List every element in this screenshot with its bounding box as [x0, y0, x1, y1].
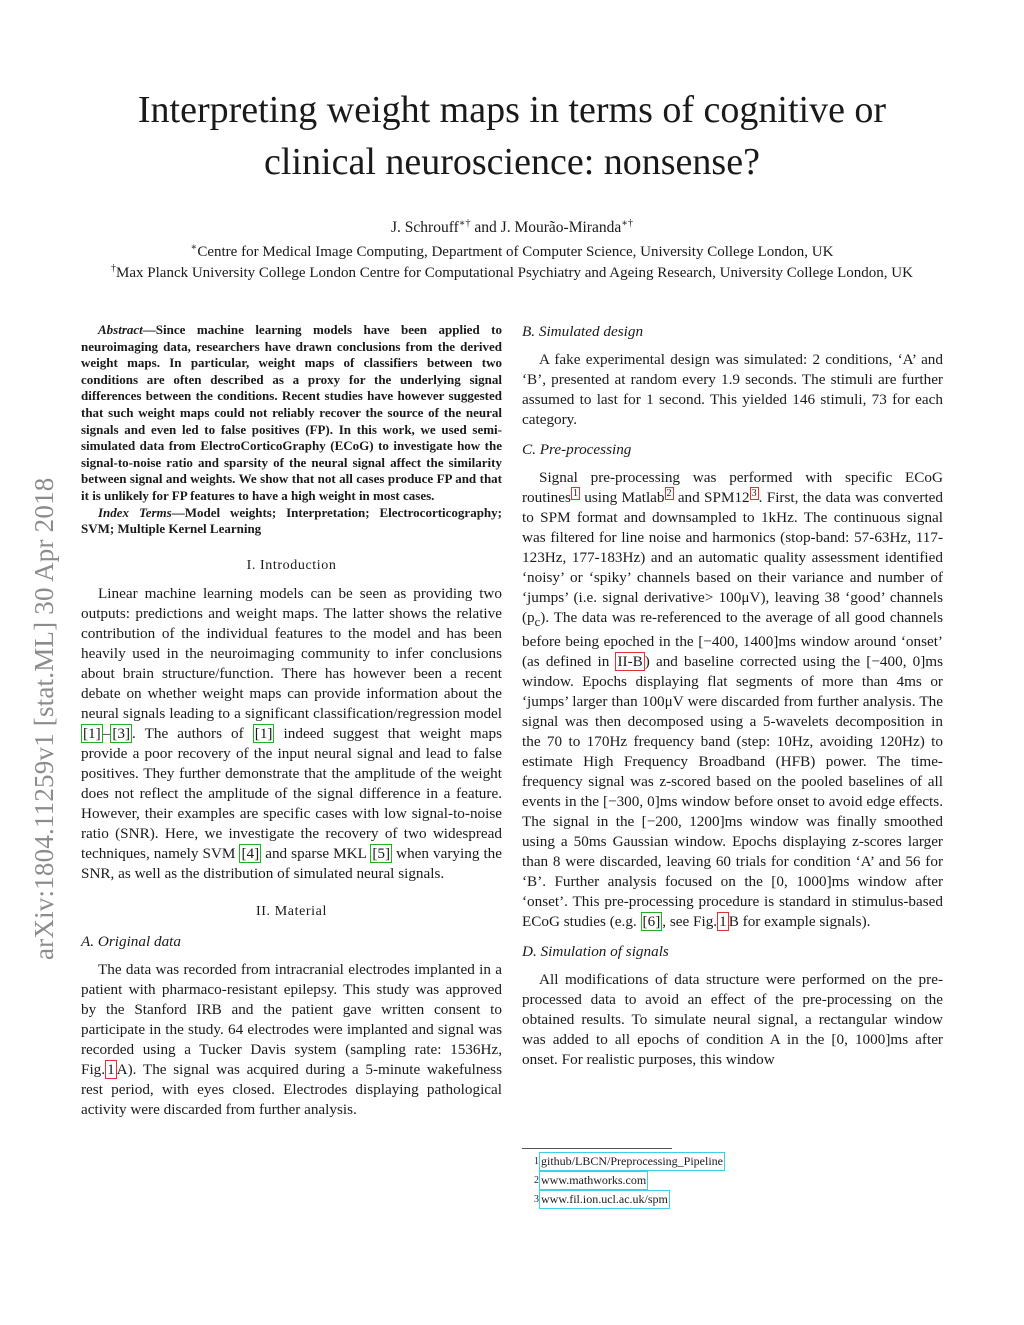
footnote-item: 3 www.fil.ion.ucl.ac.uk/spm: [534, 1190, 725, 1209]
footnote-url[interactable]: www.fil.ion.ucl.ac.uk/spm: [539, 1190, 670, 1209]
affiliation-2-mark: †: [111, 263, 117, 274]
body-text: , see Fig.: [662, 913, 718, 931]
title-line-1: Interpreting weight maps in terms of cognitive or: [137, 89, 887, 131]
left-column: [81, 322, 502, 1120]
body-text: ). The data was re-referenced to the average of all good channels before being epoched in the [−400, 1400]ms window around ‘onset’ (as defined in: [522, 609, 943, 671]
section-heading-material: II. Material: [256, 903, 327, 919]
affiliation-1: [20, 244, 1004, 261]
body-text: . First, the data was converted to SPM format and downsampled to 1kHz. The continuous signal was filtered for line noise and harmonics (stop-band: 57-63Hz, 117-123Hz, 177-183Hz) and an automatic quality assessment identified ‘noisy’ or ‘spiky’ channels based on their variance and number of ‘jumps’ (i.e. signal derivative> 100μV), leaving 38 ‘good’ channels (p: [522, 489, 943, 626]
intro-text: and sparse MKL: [261, 844, 371, 862]
figure-link[interactable]: 1: [719, 913, 727, 931]
footnote-link[interactable]: 2: [666, 487, 672, 499]
footnote-item: 1 github/LBCN/Preprocessing_Pipeline: [534, 1152, 725, 1171]
index-terms-text: —Model weights; Interpretation; Electrocorticography; SVM; Multiple Kernel Learning: [81, 504, 502, 537]
citation-link[interactable]: [3]: [112, 724, 131, 742]
body-text: and SPM12: [673, 489, 750, 506]
index-terms-label: Index Terms: [98, 504, 172, 520]
subsection-heading-simulation: D. Simulation of signals: [522, 943, 669, 961]
author-1-marks: ∗†: [458, 217, 471, 229]
author-2-marks: ∗†: [621, 217, 633, 229]
intro-text: when varying the SNR, as well as the distribution of simulated neural signals.: [81, 844, 503, 882]
intro-text: . The authors of: [132, 724, 253, 742]
affiliation-2-text: Max Planck University College London Centre for Computational Psychiatry and Ageing Research, University College London, UK: [116, 265, 913, 281]
intro-text: Linear machine learning models can be seen as providing two outputs: predictions and weight maps. The latter shows the relative contribution of the individual features to the model and has been heavily used in the neuroimaging community to infer conclusions about brain structure/function. There has however been a recent debate on whether weight maps can provide information about the neural signals leading to a significant classification/regression model: [81, 584, 502, 722]
body-text: Signal pre-processing was performed with specific ECoG routines: [522, 469, 943, 506]
right-column: [522, 322, 943, 1070]
citation-link[interactable]: [5]: [372, 844, 391, 862]
figure-link[interactable]: 1: [107, 1060, 115, 1078]
author-1: J. Schrouff: [391, 219, 459, 236]
subsection-heading-preprocessing: C. Pre-processing: [522, 441, 632, 458]
citation-link[interactable]: [4]: [241, 844, 260, 862]
footnotes: [534, 1152, 725, 1209]
affiliation-2: [20, 265, 1004, 282]
index-terms: [81, 505, 502, 538]
abstract-label: Abstract: [98, 322, 143, 337]
section-heading-introduction: I. Introduction: [246, 557, 337, 573]
intro-paragraph: [81, 584, 502, 884]
body-text: using Matlab: [579, 489, 665, 506]
citation-link[interactable]: [6]: [642, 913, 661, 931]
footnote-link[interactable]: 1: [572, 487, 578, 499]
preprocessing-paragraph: [522, 468, 943, 932]
citation-link[interactable]: [1]: [254, 724, 273, 742]
subsection-heading-original-data: A. Original data: [81, 932, 181, 950]
author-2: and J. Mourão-Miranda: [474, 219, 622, 236]
subsection-heading-simulated-design: B. Simulated design: [522, 323, 644, 340]
original-data-paragraph: [81, 960, 502, 1120]
section-link[interactable]: II-B: [617, 653, 643, 671]
paper-title: [60, 84, 964, 188]
footnote-item: 2 www.mathworks.com: [534, 1171, 725, 1190]
simulation-paragraph: All modifications of data structure were performed on the pre-processed data to avoid an effect of the pre-processing on the obtained results. To simulate neural signal, a rectangular window was added to all epochs of condition A in the [0, 1000]ms after onset. For realistic purposes, this window: [522, 971, 943, 1069]
footnote-url[interactable]: github/LBCN/Preprocessing_Pipeline: [539, 1152, 725, 1171]
affiliation-1-text: Centre for Medical Image Computing, Department of Computer Science, University College London, UK: [197, 244, 834, 260]
author-list: [0, 219, 1024, 237]
body-text: ) and baseline corrected using the [−400, 0]ms window. Epochs displaying flat segments of more than 4ms or ‘jumps’ larger than 100μV were discarded from further analysis. The signal was then decomposed using a 5-wavelets decomposition in the 70 to 170Hz frequency band (step: 10Hz, avoiding 120Hz) to estimate High Frequency Broadband (HFB) power. The time-frequency signal was z-scored based on the pooled baselines of all events in the [−300, 0]ms window before onset to avoid edge effects. The signal in the [−200, 1200]ms window was finally smoothed using a 50ms Gaussian window. Epochs displaying z-scores larger than 8 were discarded, leaving 60 trials for condition ‘A’ and 56 for ‘B’. Further analysis focused on the [0, 1000]ms window after ‘onset’. This pre-processing procedure is standard in stimulus-based ECoG studies (e.g.: [522, 653, 943, 931]
footnote-url[interactable]: www.mathworks.com: [539, 1171, 648, 1190]
affiliation-1-mark: ∗: [190, 242, 198, 253]
arxiv-identifier: arXiv:1804.11259v1 [stat.ML] 30 Apr 2018: [29, 477, 59, 960]
abstract: [81, 322, 502, 505]
abstract-text: —Since machine learning models have been applied to neuroimaging data, researchers have drawn conclusions from the derived weight maps. In particular, weight maps of classifiers between two conditions are often described as a proxy for the underlying signal differences between the conditions. Recent studies have however suggested that such weight maps could not reliably recover the source of the neural signals and even led to false positives (FP). In this work, we used semi-simulated data from ElectroCorticoGraphy (ECoG) to investigate how the signal-to-noise ratio and sparsity of the neural signal affect the similarity between signal and weights. We show that not all cases produce FP and that it is unlikely for FP features to have a high weight in most cases.: [81, 322, 502, 503]
body-text: B for example signals).: [728, 913, 871, 931]
body-text: A). The signal was acquired during a 5-minute wakefulness rest period, with eyes closed. Electrodes displaying pathological activity were discarded from further analysis.: [81, 1060, 502, 1118]
intro-text: indeed suggest that weight maps provide a poor recovery of the input neural signal and lead to false positives. They further demonstrate that the amplitude of the weight does not reflect the amplitude of the signal difference in a feature. However, their examples are specific cases with low signal-to-noise ratio (SNR). Here, we investigate the recovery of two widespread techniques, namely SVM: [81, 724, 502, 862]
subscript: c: [534, 615, 541, 630]
footnote-link[interactable]: 3: [751, 487, 757, 499]
simulated-design-paragraph: A fake experimental design was simulated: 2 conditions, ‘A’ and ‘B’, presented at random every 1.9 seconds. The stimuli are further assumed to last for 1 second. This yielded 146 stimuli, 73 for each category.: [522, 351, 943, 428]
footnote-divider: [522, 1148, 672, 1149]
body-text: The data was recorded from intracranial electrodes implanted in a patient with pharmaco-resistant epilepsy. This study was approved by the Stanford IRB and the patient gave written consent to participate in the study. 64 electrodes were implanted and signal was recorded using a Tucker Davis system (sampling rate: 1536Hz, Fig.: [81, 960, 502, 1078]
citation-link[interactable]: [1]: [83, 724, 101, 742]
title-line-2: clinical neuroscience: nonsense?: [264, 141, 760, 183]
intro-text: –: [102, 724, 111, 742]
